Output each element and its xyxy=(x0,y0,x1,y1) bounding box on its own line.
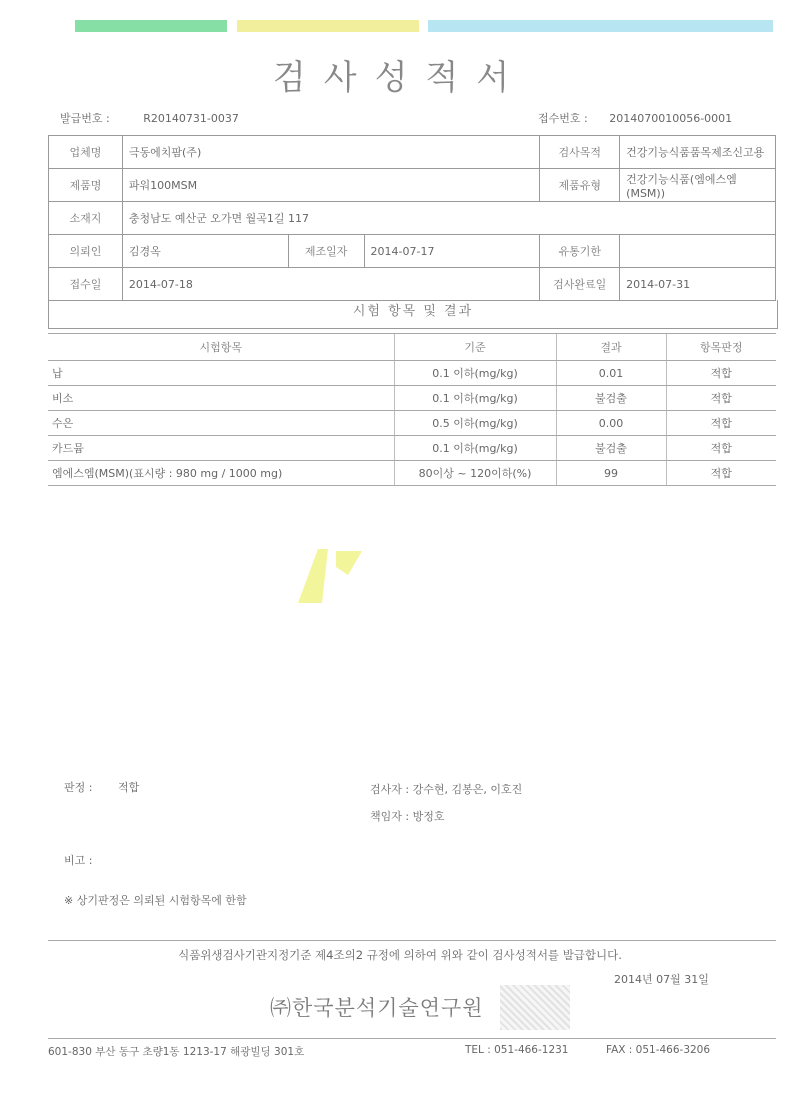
test-item: 엠에스엠(MSM)(표시량 : 980 mg / 1000 mg) xyxy=(48,461,394,486)
header-verdict: 항목판정 xyxy=(666,334,776,361)
issuance-statement: 식품위생검사기관지정기준 제4조의2 규정에 의하여 위와 같이 검사성적서를 발급합니다. xyxy=(178,948,622,962)
inspectors-value: 강수현, 김봉은, 이호진 xyxy=(412,783,523,796)
info-row xyxy=(49,202,776,235)
header-result: 결과 xyxy=(556,334,666,361)
company-label: 업체명 xyxy=(49,136,123,169)
official-seal xyxy=(500,985,570,1030)
test-result: 0.00 xyxy=(556,411,666,436)
issue-number xyxy=(60,110,239,126)
test-result: 불검출 xyxy=(556,436,666,461)
mfg-date-label: 제조일자 xyxy=(288,235,364,268)
manager-label: 책임자 : xyxy=(370,810,410,823)
table-row xyxy=(48,361,776,386)
test-result: 0.01 xyxy=(556,361,666,386)
info-row xyxy=(49,136,776,169)
receipt-number xyxy=(538,110,732,126)
received-value: 2014-07-18 xyxy=(122,268,539,301)
yellow-mark-left xyxy=(298,549,328,603)
test-standard: 0.1 이하(mg/kg) xyxy=(394,436,556,461)
header-test-item: 시험항목 xyxy=(48,334,394,361)
issue-number-value: R20140731-0037 xyxy=(143,112,239,125)
fax: FAX : 051-466-3206 xyxy=(606,1044,711,1056)
color-bar-yellow xyxy=(237,20,419,32)
divider xyxy=(48,940,776,941)
color-bar-green xyxy=(75,20,227,32)
remarks-label: 비고 : xyxy=(64,854,93,867)
judgement xyxy=(64,779,139,795)
received-label: 접수일 xyxy=(49,268,123,301)
product-value: 파워100MSM xyxy=(122,169,539,202)
yellow-mark-right xyxy=(336,551,362,575)
test-verdict: 적합 xyxy=(666,411,776,436)
address-label: 소재지 xyxy=(49,202,123,235)
table-row xyxy=(48,411,776,436)
organization-name: ㈜한국분석기술연구원 xyxy=(270,996,484,1020)
judgement-value: 적합 xyxy=(117,781,140,794)
manager xyxy=(370,808,444,824)
address-value: 충청남도 예산군 오가면 월곡1길 117 xyxy=(122,202,775,235)
receipt-number-value: 2014070010056-0001 xyxy=(609,112,733,125)
expiry-value xyxy=(620,235,776,268)
product-type-value: 건강기능식품(엠에스엠(MSM)) xyxy=(620,169,776,202)
manager-value: 방정호 xyxy=(412,810,445,823)
test-result: 99 xyxy=(556,461,666,486)
test-standard: 0.1 이하(mg/kg) xyxy=(394,386,556,411)
test-standard: 80이상 ~ 120이하(%) xyxy=(394,461,556,486)
test-standard: 0.1 이하(mg/kg) xyxy=(394,361,556,386)
document-title: 검사성적서 xyxy=(272,58,528,98)
issue-number-label: 발급번호 : xyxy=(60,112,110,125)
test-verdict: 적합 xyxy=(666,461,776,486)
purpose-label: 검사목적 xyxy=(540,136,620,169)
completed-value: 2014-07-31 xyxy=(620,268,776,301)
expiry-label: 유통기한 xyxy=(540,235,620,268)
footer-divider xyxy=(48,1038,776,1039)
issue-date: 2014년 07월 31일 xyxy=(614,973,709,986)
test-verdict: 적합 xyxy=(666,436,776,461)
requester-value: 김경옥 xyxy=(122,235,288,268)
info-row xyxy=(49,268,776,301)
inspectors xyxy=(370,781,522,797)
header-standard: 기준 xyxy=(394,334,556,361)
test-item: 납 xyxy=(48,361,394,386)
requester-label: 의뢰인 xyxy=(49,235,123,268)
org-address: 601-830 부산 동구 초량1동 1213-17 해광빌딩 301호 xyxy=(48,1046,305,1058)
table-row xyxy=(48,461,776,486)
info-row xyxy=(49,169,776,202)
test-standard: 0.5 이하(mg/kg) xyxy=(394,411,556,436)
test-verdict: 적합 xyxy=(666,386,776,411)
product-label: 제품명 xyxy=(49,169,123,202)
judgement-label: 판정 : xyxy=(64,781,93,794)
tel: TEL : 051-466-1231 xyxy=(465,1044,569,1056)
info-table xyxy=(48,135,776,301)
completed-label: 검사완료일 xyxy=(540,268,620,301)
results-table xyxy=(48,333,776,486)
test-item: 비소 xyxy=(48,386,394,411)
inspectors-label: 검사자 : xyxy=(370,783,410,796)
receipt-number-label: 접수번호 : xyxy=(538,112,588,125)
yellow-mark-graphic xyxy=(296,545,366,607)
test-item: 수은 xyxy=(48,411,394,436)
results-section-title: 시험 항목 및 결과 xyxy=(48,300,778,329)
table-row xyxy=(48,436,776,461)
purpose-value: 건강기능식품품목제조신고용 xyxy=(620,136,776,169)
company-value: 극동에치팜(주) xyxy=(122,136,539,169)
test-item: 카드뮴 xyxy=(48,436,394,461)
color-bar-cyan xyxy=(428,20,773,32)
product-type-label: 제품유형 xyxy=(540,169,620,202)
note: ※ 상기판정은 의뢰된 시험항목에 한함 xyxy=(64,894,247,907)
mfg-date-value: 2014-07-17 xyxy=(364,235,540,268)
test-result: 불검출 xyxy=(556,386,666,411)
test-verdict: 적합 xyxy=(666,361,776,386)
info-row xyxy=(49,235,776,268)
results-header-row xyxy=(48,334,776,361)
table-row xyxy=(48,386,776,411)
